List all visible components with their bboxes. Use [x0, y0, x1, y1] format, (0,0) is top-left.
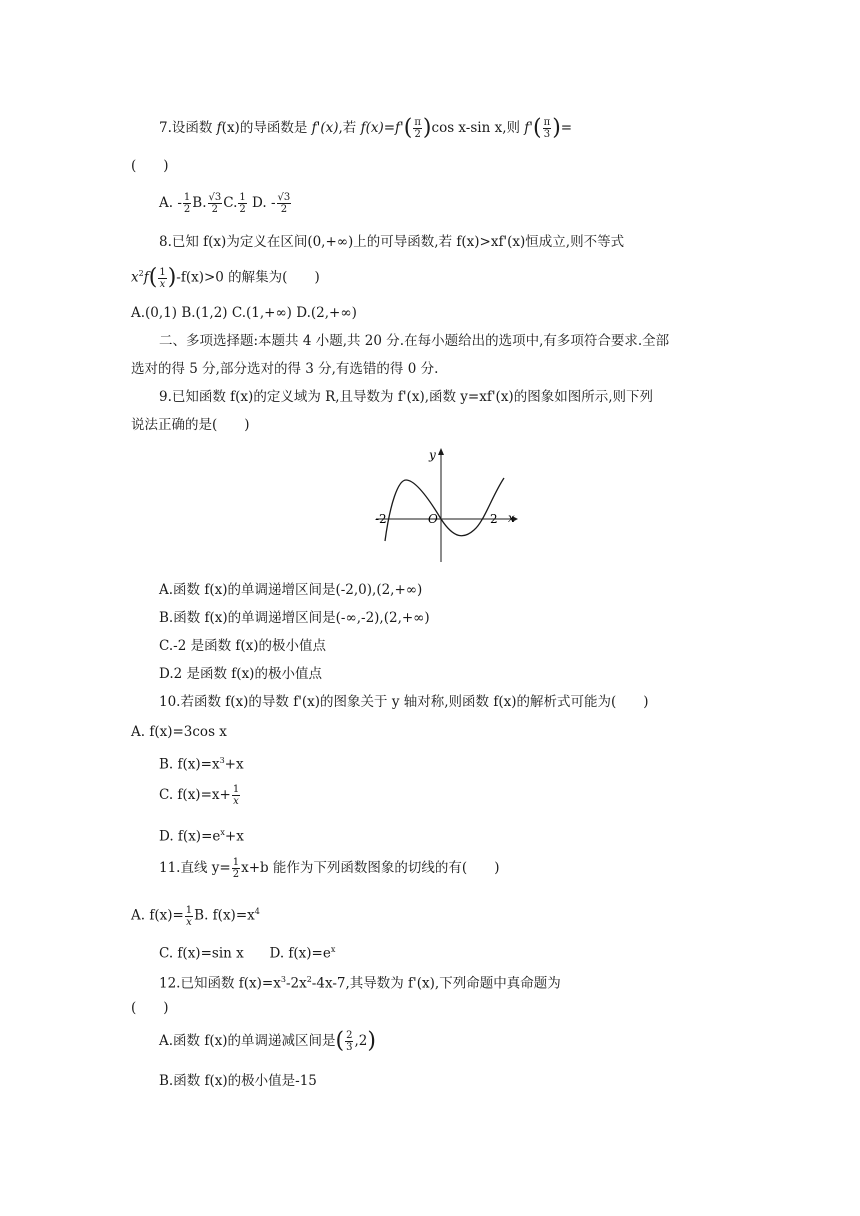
q9-graph [368, 444, 523, 566]
y-label: y [429, 448, 436, 462]
q7-opt-a: A. - [159, 195, 182, 211]
q11-opt-a-den: x [186, 916, 192, 928]
y-axis-arrow-icon [438, 448, 444, 455]
q10-opt-c-num: 1 [232, 784, 240, 795]
q7-opt-c-den: 2 [239, 204, 246, 215]
q12-blank: ( ) [131, 1000, 169, 1016]
q11-text: 11.直线 y= [159, 860, 231, 876]
q12-text3: -4x-7,其导数为 f'(x),下列命题中真命题为 [311, 975, 561, 992]
q11-opt-b-sup: 4 [254, 907, 260, 916]
q7-f: f [216, 120, 222, 136]
q12-text: 12.已知函数 f(x)=x [159, 975, 281, 992]
q8-line2 [131, 264, 320, 290]
q9-opt-b: B.函数 f(x)的单调递增区间是(-∞,-2),(2,+∞) [159, 610, 430, 626]
q11-opt-a-frac [185, 905, 193, 928]
q7-paren-close: ) [422, 115, 432, 141]
origin-label: O [428, 512, 438, 526]
q12-opt-a-frac [345, 1030, 353, 1053]
q12-opt-a-den: 3 [346, 1042, 353, 1053]
q10-opt-c-frac [232, 784, 240, 807]
q8-text: -f(x)>0 的解集为( ) [176, 269, 320, 286]
q7-text2: (x)的导函数是 [221, 120, 312, 136]
q9-opt-a: A.函数 f(x)的单调递增区间是(-2,0),(2,+∞) [159, 582, 423, 598]
q10-opt-c [159, 784, 241, 807]
q7-paren-open2: ( [533, 115, 542, 141]
q7-opt-c-num: 1 [239, 192, 246, 203]
q10-opt-c-text: C. f(x)=x+ [159, 787, 231, 803]
q7-opt-b-num: √3 [208, 192, 222, 203]
q11-text2: x+b 能作为下列函数图象的切线的有( ) [241, 860, 500, 876]
q12-opt-a [159, 1030, 376, 1053]
q8-sup: 2 [138, 269, 144, 278]
q11-opt-ab [131, 902, 260, 928]
q11-stem [159, 857, 499, 880]
q7-opt-d-num: √3 [277, 192, 291, 203]
q7-opt-b-frac [208, 192, 223, 215]
q7-text4: cos x-sin x,则 [431, 120, 525, 136]
q10-opt-d-sup: x [220, 828, 225, 837]
q7-frac-den: 2 [414, 129, 421, 140]
q7-eq: f(x)=f' [360, 120, 404, 136]
q7-equals: = [560, 120, 573, 136]
q11-frac-den: 2 [232, 869, 240, 880]
q7-frac-pi3 [543, 117, 552, 140]
q10-opt-d-text2: +x [224, 828, 244, 845]
q8-f: f [143, 269, 149, 286]
q9-opt-c: C.-2 是函数 f(x)的极小值点 [159, 638, 327, 654]
q9-opt-d: D.2 是函数 f(x)的极小值点 [159, 666, 322, 682]
q7-options [159, 192, 292, 215]
q7-blank: ( ) [131, 158, 169, 174]
q7-fprime: f'(x) [311, 120, 339, 136]
q11-frac-num: 1 [232, 857, 240, 868]
q9-line2: 说法正确的是( ) [131, 417, 250, 433]
q11-opt-d-sup: x [330, 945, 336, 954]
q8-frac-den: x [159, 278, 166, 290]
q10-opt-b [159, 751, 244, 775]
q11-opt-d: D. f(x)=e [269, 945, 331, 962]
q7-opt-c: C. [223, 195, 238, 211]
q8-x: x [131, 269, 139, 286]
right-tick: 2 [490, 512, 498, 526]
q10-opt-b-sup: 3 [219, 756, 225, 765]
q10-opt-a: A. f(x)=3cos x [131, 724, 227, 740]
q7-opt-a-num: 1 [183, 192, 191, 203]
q11-opt-a-num: 1 [185, 904, 193, 916]
q7-frac-den2: 3 [543, 129, 551, 140]
q8-frac-num: 1 [159, 266, 166, 278]
q7-opt-c-frac [238, 192, 246, 215]
q7-stem [159, 117, 572, 140]
q9-line1: 9.已知函数 f(x)的定义域为 R,且导数为 f'(x),函数 y=xf'(x)的图象如图所示,则下列 [159, 389, 653, 405]
q8-options: A.(0,1) B.(1,2) C.(1,+∞) D.(2,+∞) [131, 305, 357, 321]
q7-frac-num: π [414, 117, 421, 128]
q7-frac-pi2 [413, 117, 422, 140]
q11-opt-c: C. f(x)=sin x [159, 945, 244, 962]
q12-paren-open: ( [335, 1028, 345, 1054]
q7-text: 7.设函数 [159, 120, 217, 136]
q8-stem: 8.已知 f(x)为定义在区间(0,+∞)上的可导函数,若 f(x)>xf'(x)恒成立,则不等式 [159, 234, 625, 250]
section2-line2: 选对的得 5 分,部分选对的得 3 分,有选错的得 0 分. [131, 361, 439, 377]
q10-opt-c-den: x [233, 796, 239, 807]
q12-stem [159, 970, 561, 994]
q12-sup2: 2 [306, 975, 312, 984]
q10-opt-b-text2: +x [224, 756, 244, 773]
q7-opt-d-frac [277, 192, 292, 215]
q12-opt-a-text2: ,2 [354, 1033, 368, 1049]
section2-line1: 二、多项选择题:本题共 4 小题,共 20 分.在每小题给出的选项中,有多项符合要求.全部 [159, 333, 670, 349]
q7-opt-a-frac [183, 192, 191, 215]
q11-opt-a: A. f(x)= [131, 907, 184, 924]
q7-opt-d: D. - [252, 195, 276, 211]
q12-opt-b: B.函数 f(x)的极小值是-15 [159, 1073, 317, 1089]
x-label: x [508, 511, 515, 525]
q11-opt-cd [159, 940, 335, 964]
q12-text2: -2x [285, 975, 307, 992]
q7-text3: ,若 [338, 120, 361, 136]
q12-opt-a-num: 2 [346, 1030, 353, 1041]
q10-opt-d-text: D. f(x)=e [159, 828, 221, 845]
q7-opt-d-den: 2 [280, 204, 288, 215]
left-tick: -2 [375, 512, 387, 526]
q7-paren-close2: ) [552, 115, 561, 141]
q7-frac-num2: π [543, 117, 551, 128]
q7-opt-b-den: 2 [211, 204, 219, 215]
q7-opt-b: B. [192, 195, 207, 211]
q7-paren-open: ( [403, 115, 413, 141]
q10-stem: 10.若函数 f(x)的导数 f'(x)的图象关于 y 轴对称,则函数 f(x)的解析式可能为( ) [159, 694, 649, 710]
q7-fprime2: f' [524, 120, 534, 136]
q10-opt-b-text: B. f(x)=x [159, 756, 220, 773]
q12-opt-a-text: A.函数 f(x)的单调递减区间是 [159, 1033, 336, 1049]
q8-paren-open: ( [148, 265, 158, 290]
curve [385, 478, 504, 541]
q12-paren-close: ) [367, 1028, 376, 1054]
q11-opt-b: B. f(x)=x [194, 907, 255, 924]
q12-sup3: 3 [280, 975, 286, 984]
q10-opt-d [159, 823, 244, 847]
q11-frac [232, 857, 240, 880]
q7-opt-a-den: 2 [183, 204, 191, 215]
q8-frac [158, 267, 166, 290]
q8-paren-close: ) [167, 265, 177, 290]
